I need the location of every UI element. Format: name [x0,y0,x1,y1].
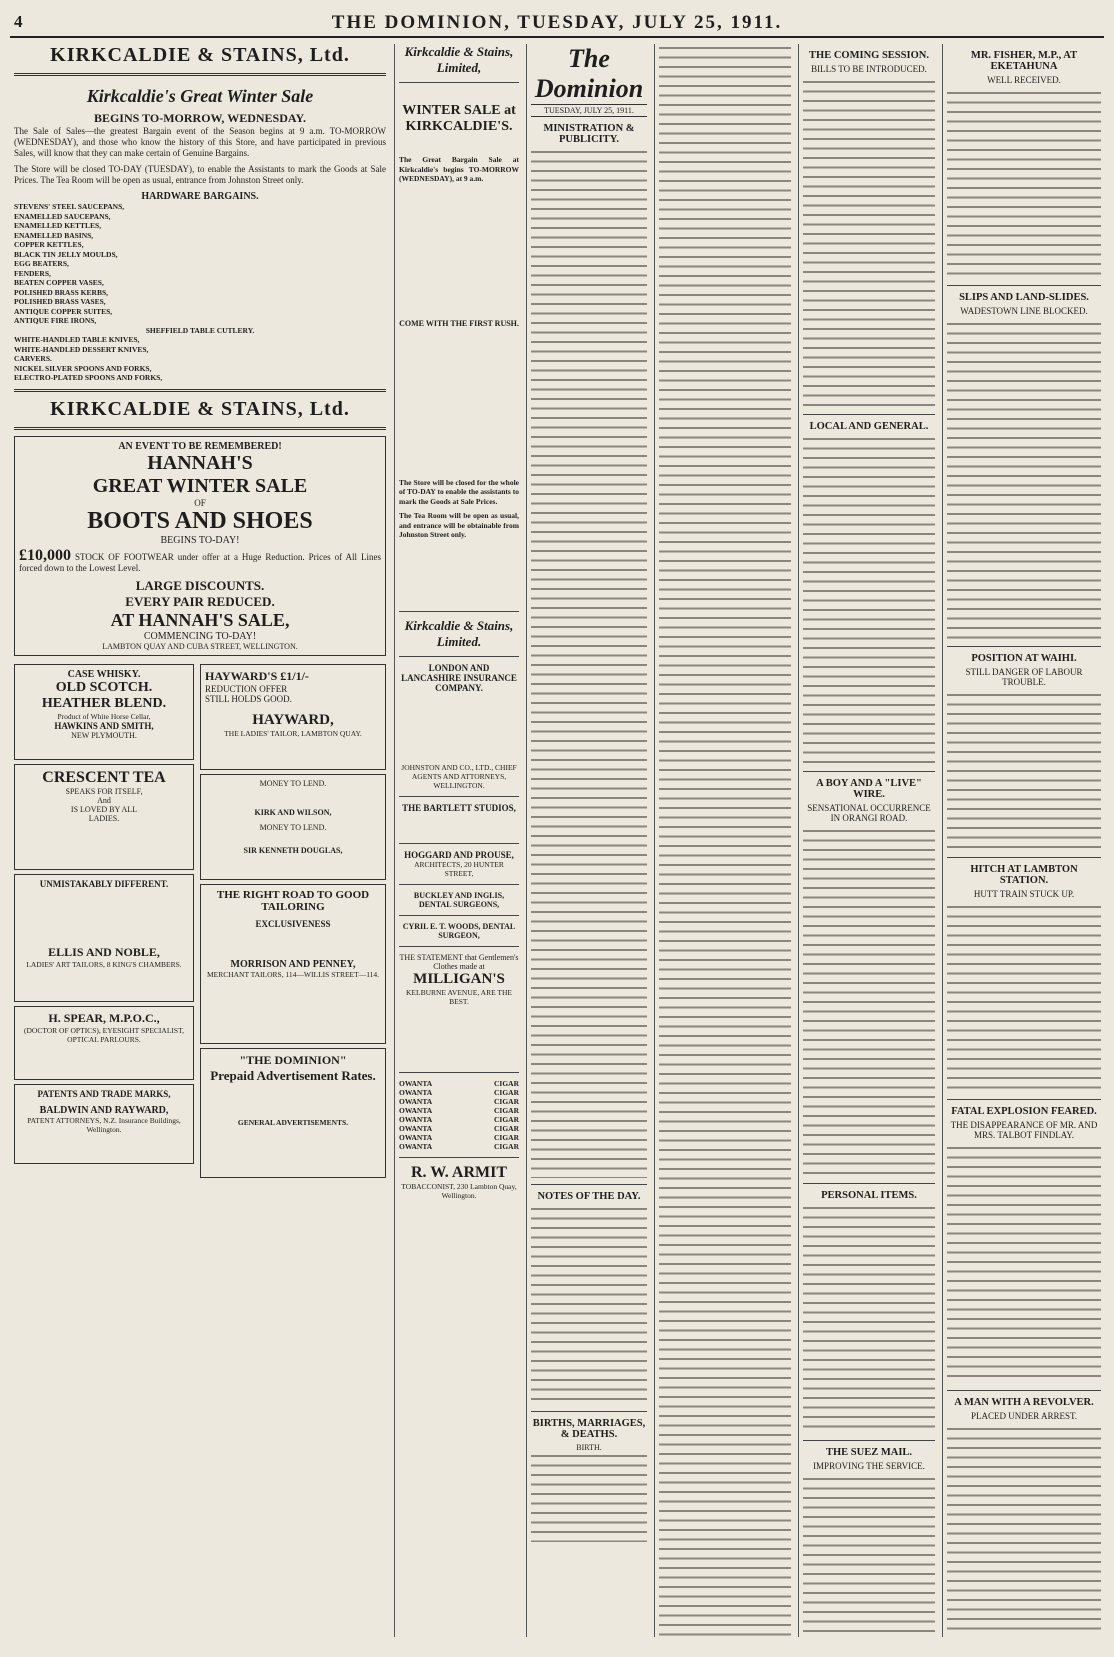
page-number: 4 [14,12,23,31]
hitch-subhead: HUTT TRAIN STUCK UP. [973,889,1075,899]
item: CARVERS. [14,354,52,363]
tea-line: And [97,795,111,805]
kenneth-douglas: SIR KENNETH DOUGLAS, [243,845,343,855]
item: WHITE-HANDLED DESSERT KNIVES, [14,344,149,354]
cigar-word: CIGAR [493,1114,519,1124]
owanta-word: OWANTA [399,1096,433,1106]
cigar-word: CIGAR [493,1141,519,1151]
waihi-subhead: STILL DANGER OF LABOUR TROUBLE. [965,667,1083,687]
slips-headline: SLIPS AND LAND-SLIDES. [959,292,1089,303]
armit-sub: TOBACCONIST, 230 Lambton Quay, Wellington. [401,1181,517,1200]
item: POLISHED BRASS KERBS, [14,287,108,297]
kirk-wilson: KIRK AND WILSON, [254,807,332,817]
column-editorial [526,44,651,1637]
milligan: MILLIGAN'S [413,970,505,987]
whisky-case: CASE WHISKY. [67,668,141,680]
hannah-commencing: COMMENCING TO-DAY! [143,630,257,642]
sale-date: BEGINS TO-MORROW, WEDNESDAY. [93,111,307,125]
item: EGG BEATERS, [14,259,69,268]
dominion-rates-title: "THE DOMINION" [239,1052,347,1067]
owanta-word: OWANTA [399,1141,433,1151]
paper-title: THE DOMINION, TUESDAY, JULY 25, 1911. [331,12,783,33]
owanta-word: OWANTA [399,1078,433,1088]
whisky-firm: HAWKINS AND SMITH, [54,720,154,731]
tea-line: SPEAKS FOR ITSELF, [65,786,143,796]
hoggard-sub: ARCHITECTS, 20 HUNTER STREET, [414,859,504,878]
whisky-product: Product of White Horse Cellar, [57,711,151,721]
small-ads-left [14,660,194,1168]
item-list [14,202,386,383]
bills-subhead: BILLS TO BE INTRODUCED. [811,64,927,74]
cigar-word: CIGAR [493,1087,519,1097]
kirkcaldie-footer: KIRKCALDIE & STAINS, Ltd. [50,397,350,420]
item: ENAMELLED BASINS, [14,230,94,240]
buckley-inglis: BUCKLEY AND INGLIS, DENTAL SURGEONS, [413,890,505,909]
suez-headline: THE SUEZ MAIL. [825,1447,913,1458]
item: ANTIQUE COPPER SUITES, [14,306,113,316]
slips-subhead: WADESTOWN LINE BLOCKED. [960,306,1088,316]
hannah-stock: STOCK OF FOOTWEAR under offer at a Huge Reduction. Prices of All Lines forced down to the Lowest Level. [19,551,382,573]
item: WHITE-HANDLED TABLE KNIVES, [14,335,140,344]
item: STEVENS' STEEL SAUCEPANS, [14,202,125,211]
money-to-lend: MONEY TO LEND. [259,778,327,788]
money-to-lend: MONEY TO LEND. [259,822,327,832]
hayward-sub: REDUCTION OFFER [205,683,288,694]
column-editorial-continued [654,44,795,1637]
ellis-address: LADIES' ART TAILORS, 8 KING'S CHAMBERS. [26,959,182,969]
bartlett-studios: THE BARTLETT STUDIOS, [402,802,516,813]
explosion-subhead: THE DISAPPEARANCE OF MR. AND MRS. TALBOT FINDLAY. [950,1120,1098,1140]
whisky-old: OLD SCOTCH. [55,679,153,695]
hitch-headline: HITCH AT LAMBTON STATION. [970,864,1078,886]
column-kirkcaldie-notice [394,44,523,1637]
johnston-co: JOHNSTON AND CO., LTD., CHIEF AGENTS AND ATTORNEYS, WELLINGTON. [401,762,517,790]
hayward-sub: STILL HOLDS GOOD. [205,693,292,704]
owanta-word: OWANTA [399,1132,433,1142]
birth-label: BIRTH. [576,1443,602,1452]
hannah-amount: £10,000 [19,546,71,564]
cigar-word: CIGAR [493,1132,519,1142]
revolver-subhead: PLACED UNDER ARREST. [970,1411,1078,1421]
store-closed: The Store will be closed for the whole of TO-DAY to enable the assistants to mark the Goods at Sale Prices. [399,477,519,506]
whisky-name: HEATHER BLEND. [41,695,167,711]
item: SHEFFIELD TABLE CUTLERY. [145,325,255,335]
col2-footer-header: Kirkcaldie & Stains, Limited. [404,617,514,649]
cigar-word: CIGAR [493,1105,519,1115]
column-news [798,44,939,1637]
hayward-price: HAYWARD'S £1/1/- [205,668,309,683]
first-rush: COME WITH THE FIRST RUSH. [399,318,519,328]
cyril-woods: CYRIL E. T. WOODS, DENTAL SURGEON, [402,921,516,940]
wire-headline: A BOY AND A "LIVE" WIRE. [816,778,922,800]
hannah-sale: GREAT WINTER SALE [92,474,308,497]
item: ENAMELLED SAUCEPANS, [14,211,111,221]
owanta-word: OWANTA [399,1123,433,1133]
newspaper-page [10,10,1104,1637]
wire-subhead: SENSATIONAL OCCURRENCE IN ORANGI ROAD. [807,803,931,823]
column-telegrams [942,44,1104,1637]
explosion-headline: FATAL EXPLOSION FEARED. [951,1106,1097,1117]
fisher-subhead: WELL RECEIVED. [987,75,1061,85]
local-headline: LOCAL AND GENERAL. [809,421,929,432]
morrison-sub: MERCHANT TAILORS, 114—WILLIS STREET—114. [206,969,380,979]
tea-line: IS LOVED BY ALL [70,804,138,814]
column-advertisements [10,44,390,1637]
item: ANTIQUE FIRE IRONS, [14,316,97,325]
cigar-word: CIGAR [493,1123,519,1133]
item: NICKEL SILVER SPOONS AND FORKS, [14,363,152,373]
fisher-headline: MR. FISHER, M.P., AT EKETAHUNA [970,50,1078,72]
editorial-date: TUESDAY, JULY 25, 1911. [531,104,647,117]
waihi-headline: POSITION AT WAIHI. [971,653,1077,664]
sale-intro: The Sale of Sales—the greatest Bargain event of the Season begins at 9 a.m. TO-MORROW (WEDNESDAY), and those who know the history of this Store, and have participated in previous Sales, will know that they can make certain of Genuine Bargains. [14,126,386,158]
bold-intro: The Great Bargain Sale at Kirkcaldie's begins TO-MORROW (WEDNESDAY), at 9 a.m. [399,155,519,183]
item: POLISHED BRASS VASES, [14,297,106,306]
personal-headline: PERSONAL ITEMS. [821,1190,917,1201]
item: ELECTRO-PLATED SPOONS AND FORKS, [14,373,163,382]
exclusiveness: EXCLUSIVENESS [255,918,331,929]
hannah-ad [14,436,386,656]
hoggard-prouse: HOGGARD AND PROUSE, [404,849,514,860]
small-ads-right [200,660,386,1182]
hannah-reduced: EVERY PAIR REDUCED. [125,593,275,609]
revolver-headline: A MAN WITH A REVOLVER. [954,1397,1094,1408]
spear-name: H. SPEAR, M.P.O.C., [48,1010,160,1025]
sale-title: Kirkcaldie's Great Winter Sale [86,86,314,106]
cigar-word: CIGAR [493,1078,519,1088]
item: COPPER KETTLES, [14,240,84,249]
right-road: THE RIGHT ROAD TO GOOD TAILORING [216,888,370,913]
dominion-rates-sub: Prepaid Advertisement Rates. [210,1067,376,1083]
sale-closed: The Store will be closed TO-DAY (TUESDAY), to enable the Assistants to mark the Goods at Sale Prices. The Tea Room will be open as usual, entrance from Johnston Street only. [14,164,386,185]
item: BLACK TIN JELLY MOULDS, [14,249,118,259]
armit: R. W. ARMIT [410,1163,508,1181]
owanta-word: OWANTA [399,1114,433,1124]
baldwin-rayward: BALDWIN AND RAYWARD, [39,1104,169,1116]
tea-name: CRESCENT TEA [42,768,166,786]
suez-subhead: IMPROVING THE SERVICE. [813,1461,925,1471]
general-advertisements: GENERAL ADVERTISEMENTS. [237,1117,349,1127]
item: ENAMELLED KETTLES, [14,221,102,230]
hardware-heading: HARDWARE BARGAINS. [141,191,259,202]
session-headline: THE COMING SESSION. [809,50,929,61]
cigar-word: CIGAR [493,1096,519,1106]
hannah-pre: AN EVENT TO BE REMEMBERED! [118,440,282,452]
hannah-begins: BEGINS TO-DAY! [160,534,240,546]
hannah-discounts: LARGE DISCOUNTS. [135,577,265,593]
hannah-at: AT HANNAH'S SALE, [110,609,290,630]
births-headline: BIRTHS, MARRIAGES, & DEATHS. [532,1418,646,1440]
winter-sale: WINTER SALE at KIRKCALDIE'S. [402,103,516,134]
whisky-place: NEW PLYMOUTH. [71,730,137,740]
owanta-word: OWANTA [399,1105,433,1115]
ellis-noble: ELLIS AND NOBLE, [48,944,160,959]
tea-line: LADIES. [88,813,120,823]
kirkcaldie-header: KIRKCALDIE & STAINS, Ltd. [50,44,350,66]
hayward-tag: THE LADIES' TAILOR, LAMBTON QUAY. [224,728,362,738]
item: FENDERS, [14,268,51,278]
morrison-penney: MORRISON AND PENNEY, [230,958,356,970]
spear-sub: (DOCTOR OF OPTICS), EYESIGHT SPECIALIST, OPTICAL PARLOURS. [23,1025,184,1044]
masthead [10,10,1104,38]
col2-header: Kirkcaldie & Stains, Limited, [404,44,514,75]
hannah-goods: BOOTS AND SHOES [87,507,313,534]
hannah-name: HANNAH'S [147,451,253,474]
item: BEATEN COPPER VASES, [14,278,104,287]
unmistakably-heading: UNMISTAKABLY DIFFERENT. [39,878,169,889]
owanta-ad [399,1079,519,1151]
tea-room: The Tea Room will be open as usual, and entrance will be obtainable from Johnston Street only. [399,511,519,539]
editorial-headline: MINISTRATION & PUBLICITY. [543,123,635,145]
dominion-flag: The Dominion [534,44,644,103]
owanta-word: OWANTA [399,1087,433,1097]
london-lancashire: LONDON AND LANCASHIRE INSURANCE COMPANY. [401,662,517,693]
notes-headline: NOTES OF THE DAY. [537,1191,641,1202]
statement: THE STATEMENT that Gentlemen's Clothes made at [399,952,519,971]
baldwin-sub: PATENT ATTORNEYS, N.Z. Insurance Buildings, Wellington. [27,1115,181,1134]
patents: PATENTS AND TRADE MARKS, [37,1088,171,1099]
hannah-address: LAMBTON QUAY AND CUBA STREET, WELLINGTON. [102,641,298,651]
hayward-name: HAYWARD, [252,711,334,728]
milligan-sub: KELBURNE AVENUE, ARE THE BEST. [406,987,512,1006]
hannah-of: OF [194,497,206,508]
